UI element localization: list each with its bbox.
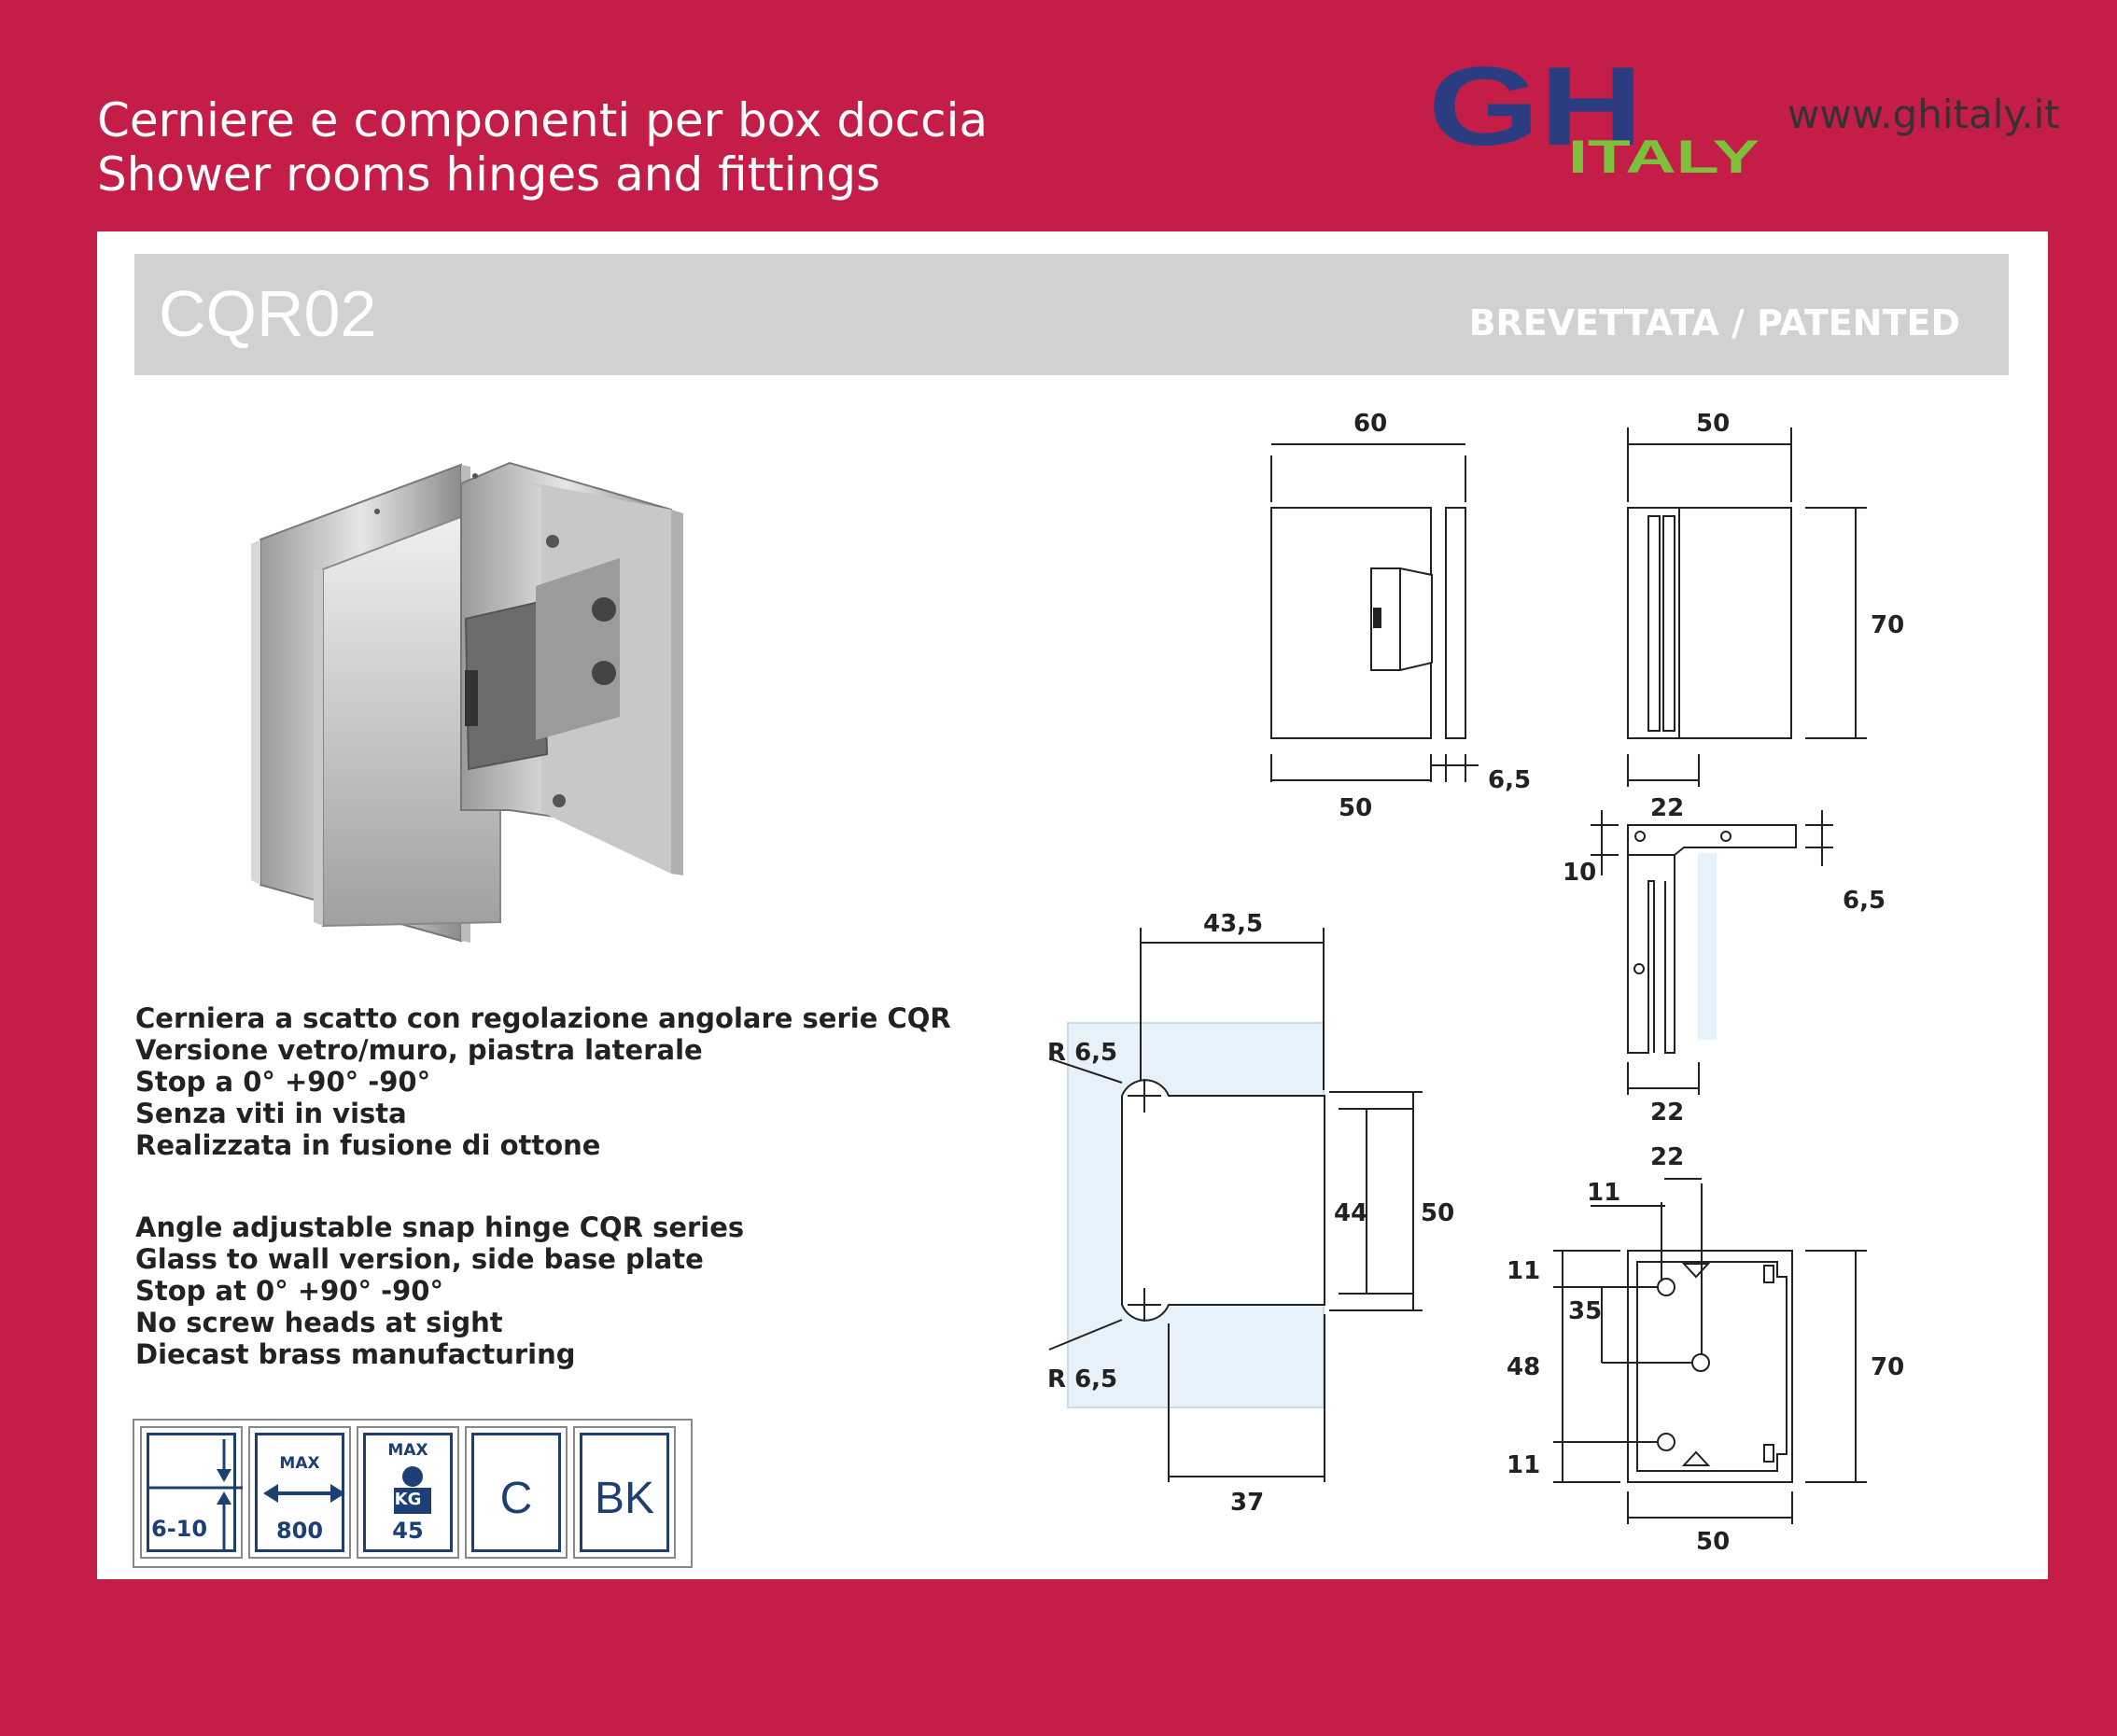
desc-en-line: No screw heads at sight [135,1307,503,1338]
weight-unit: KG [394,1490,422,1509]
desc-en-line: Diecast brass manufacturing [135,1338,576,1370]
hinge-photo [251,463,683,943]
desc-it-line: Senza viti in vista [135,1098,407,1129]
dim-side-width: 50 [1696,410,1731,438]
dim-plate-width: 50 [1696,1528,1731,1556]
dim-glass-bottom: 37 [1230,1489,1265,1517]
patent-label: BREVETTATA / PATENTED [1468,302,1960,343]
desc-en-line: Angle adjustable snap hinge CQR series [135,1211,745,1243]
technical-drawing [97,231,2048,1579]
top-view [1591,810,1833,1095]
dim-plate-bottom: 11 [1507,1451,1541,1479]
product-code: CQR02 [159,277,377,350]
dim-plate-35: 35 [1568,1297,1603,1325]
desc-it-line: Stop a 0° +90° -90° [135,1066,431,1098]
website-link[interactable]: www.ghitaly.it [1788,91,2060,137]
dim-side-depth: 22 [1650,794,1685,822]
side-view [1628,427,1867,787]
dim-slot-inner: 44 [1334,1199,1368,1227]
product-sheet-panel [97,231,2048,1579]
dim-front-plate: 6,5 [1488,766,1532,794]
finish-chrome-label: C [499,1474,533,1523]
desc-en-line: Stop at 0° +90° -90° [135,1275,443,1307]
max-weight-value: 45 [392,1518,424,1544]
finish-black-label: BK [594,1474,655,1523]
base-plate-view [1553,1179,1867,1524]
desc-en-line: Glass to wall version, side base plate [135,1243,704,1275]
dim-front-width: 60 [1353,410,1388,438]
dim-plate-offset: 22 [1650,1143,1685,1171]
dim-plate-top: 11 [1507,1257,1541,1285]
dim-top-b: 6,5 [1843,887,1886,915]
dim-front-body: 50 [1339,794,1373,822]
desc-it-line: Versione vetro/muro, piastra laterale [135,1034,703,1066]
dim-plate-height: 70 [1871,1353,1905,1381]
logo-italy: ITALY [1568,131,1759,182]
header-title-italian: Cerniere e componenti per box doccia [97,93,988,147]
brand-logo [1428,51,1783,182]
desc-it-line: Realizzata in fusione di ottone [135,1129,601,1161]
header-title-english: Shower rooms hinges and fittings [97,147,881,202]
dim-radius-bottom: R 6,5 [1047,1365,1118,1393]
dim-height: 70 [1871,611,1905,639]
front-view [1271,444,1479,782]
dim-plate-48: 48 [1507,1353,1541,1381]
max-width-tag: MAX [279,1454,320,1473]
glass-thickness-value: 6-10 [151,1516,208,1542]
logo-gh: GH [1428,51,1643,169]
dim-plate-hole: 11 [1587,1179,1621,1207]
dim-glass-width: 43,5 [1203,910,1264,938]
dim-top-a: 10 [1563,859,1597,887]
max-weight-tag: MAX [387,1441,428,1460]
dim-slot-outer: 50 [1421,1199,1455,1227]
dim-top-c: 22 [1650,1099,1685,1127]
desc-it-line: Cerniera a scatto con regolazione angolare serie CQR [135,1002,951,1034]
max-width-value: 800 [275,1518,324,1544]
dim-radius-top: R 6,5 [1047,1039,1118,1067]
